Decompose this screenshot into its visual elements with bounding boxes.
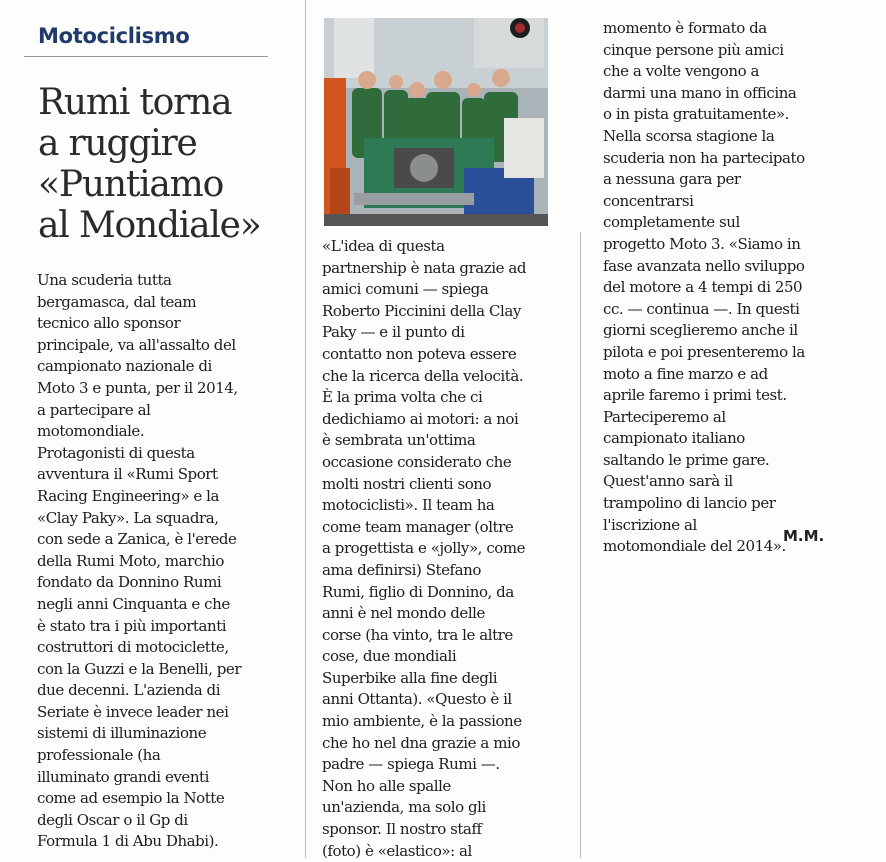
article-line: progetto Moto 3. «Siamo in (603, 234, 801, 253)
article-line: anni è nel mondo delle (322, 604, 485, 623)
article-line: occasione considerato che (322, 452, 512, 471)
article-column-1 (37, 270, 273, 853)
article-line: motomondiale del 2014». (603, 537, 786, 556)
article-line: ama definirsi) Stefano (322, 560, 481, 579)
article-column-2 (322, 236, 574, 862)
article-line: motociclisti». Il team ha (322, 496, 495, 515)
article-line: giorni sceglieremo anche il (603, 321, 798, 340)
section-underline (24, 56, 268, 57)
article-line: trampolino di lancio per (603, 494, 776, 513)
article-line: campionato nazionale di (37, 357, 212, 376)
article-line: come team manager (oltre (322, 517, 514, 536)
article-line: È la prima volta che ci (322, 388, 483, 407)
article-line: molti nostri clienti sono (322, 474, 492, 493)
article-line: è sembrata un'ottima (322, 431, 476, 450)
article-line: che la ricerca della velocità. (322, 366, 524, 385)
article-line: «Clay Paky». La squadra, (37, 508, 219, 527)
article-line: costruttori di motociclette, (37, 638, 229, 657)
article-line: Rumi, figlio di Donnino, da (322, 582, 514, 601)
headline-line: al Mondiale» (38, 205, 261, 246)
article-line: illuminato grandi eventi (37, 767, 209, 786)
article-line: anni Ottanta). «Questo è il (322, 690, 512, 709)
headline-line: a ruggire (38, 123, 197, 164)
article-line: aprile faremo i primi test. (603, 386, 787, 405)
headline (38, 82, 278, 246)
article-line: fase avanzata nello sviluppo (603, 256, 805, 275)
article-line: a partecipare al (37, 400, 151, 419)
article-line: darmi una mano in officina (603, 83, 797, 102)
article-line: professionale (ha (37, 746, 161, 765)
article-line: bergamasca, dal team (37, 292, 197, 311)
article-line: con sede a Zanica, è l'erede (37, 530, 237, 549)
article-line: avventura il «Rumi Sport (37, 465, 218, 484)
article-line: motomondiale. (37, 422, 145, 441)
article-line: cc. — continua —. In questi (603, 299, 800, 318)
article-line: Una scuderia tutta (37, 271, 172, 289)
article-line: scuderia non ha partecipato (603, 148, 805, 167)
article-line: cinque persone più amici (603, 40, 784, 59)
article-line: Formula 1 di Abu Dhabi). (37, 832, 219, 851)
article-line: Seriate è invece leader nei (37, 702, 229, 721)
article-line: moto a fine marzo e ad (603, 364, 768, 383)
article-line: dedichiamo ai motori: a noi (322, 409, 519, 428)
article-line: come ad esempio la Notte (37, 789, 225, 808)
article-line: negli anni Cinquanta e che (37, 594, 230, 613)
author-signature: M.M. (783, 527, 825, 545)
article-line: saltando le prime gare. (603, 450, 770, 469)
article-line: Protagonisti di questa (37, 443, 195, 462)
article-line: Roberto Piccinini della Clay (322, 301, 521, 320)
article-line: degli Oscar o il Gp di (37, 810, 188, 829)
column-divider-left (305, 0, 306, 858)
article-line: è stato tra i più importanti (37, 616, 227, 635)
article-line: cose, due mondiali (322, 647, 457, 666)
article-line: partnership è nata grazie ad (322, 258, 526, 277)
article-line: a progettista e «jolly», come (322, 539, 526, 558)
article-line: a nessuna gara per (603, 170, 741, 189)
column-divider-right (580, 232, 581, 858)
article-column-3 (603, 18, 843, 558)
article-line: Paky — e il punto di (322, 323, 465, 342)
article-line: padre — spiega Rumi —. (322, 755, 500, 774)
article-line: momento è formato da (603, 19, 767, 37)
team-photo (324, 18, 548, 226)
article-line: l'iscrizione al (603, 515, 697, 534)
article-line: corse (ha vinto, tra le altre (322, 625, 513, 644)
article-line: Nella scorsa stagione la (603, 126, 775, 145)
article-line: un'azienda, ma solo gli (322, 798, 486, 817)
article-line: con la Guzzi e la Benelli, per (37, 659, 242, 678)
article-line: della Rumi Moto, marchio (37, 551, 224, 570)
article-line: (foto) è «elastico»: al (322, 841, 472, 860)
article-line: fondato da Donnino Rumi (37, 573, 222, 592)
article-line: sponsor. Il nostro staff (322, 820, 482, 839)
article-line: «L'idea di questa (322, 237, 445, 255)
article-line: pilota e poi presenteremo la (603, 342, 805, 361)
section-title: Motociclismo (38, 24, 190, 48)
article-line: che ho nel dna grazie a mio (322, 733, 520, 752)
headline-line: «Puntiamo (38, 164, 224, 205)
headline-line: Rumi torna (38, 82, 232, 123)
article-line: che a volte vengono a (603, 62, 759, 81)
article-line: Moto 3 e punta, per il 2014, (37, 378, 238, 397)
article-line: tecnico allo sponsor (37, 314, 181, 333)
article-line: Quest'anno sarà il (603, 472, 733, 491)
article-line: contatto non poteva essere (322, 344, 517, 363)
article-line: Superbike alla fine degli (322, 668, 498, 687)
article-line: campionato italiano (603, 429, 745, 448)
article-line: amici comuni — spiega (322, 280, 489, 299)
article-line: due decenni. L'azienda di (37, 681, 221, 700)
article-line: Non ho alle spalle (322, 776, 451, 795)
article-line: sistemi di illuminazione (37, 724, 207, 743)
article-line: completamente sul (603, 213, 740, 232)
article-line: concentrarsi (603, 191, 694, 210)
article-line: del motore a 4 tempi di 250 (603, 278, 803, 297)
article-line: principale, va all'assalto del (37, 335, 236, 354)
article-line: Parteciperemo al (603, 407, 726, 426)
article-line: o in pista gratuitamente». (603, 105, 789, 124)
article-line: Racing Engineering» e la (37, 486, 219, 505)
article-line: mio ambiente, è la passione (322, 712, 522, 731)
